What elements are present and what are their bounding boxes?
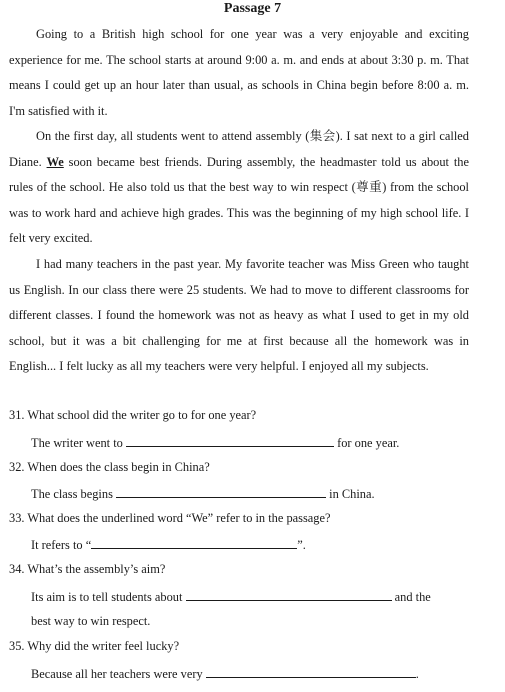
question-31: 31. What school did the writer go to for one year? xyxy=(9,408,257,422)
answer-31-suffix: for one year. xyxy=(337,436,400,450)
answer-33 xyxy=(31,536,306,553)
answer-33-blank[interactable] xyxy=(91,536,297,549)
answer-35-blank[interactable] xyxy=(206,665,416,678)
paragraph-1: Going to a British high school for one year was a very enjoyable and exciting experience for me. The school starts at around 9:00 a. m. and ends at about 3:30 p. m. That means I could get up an hour later than usual, as schools in China begin before 8:00 a. m. I'm satisfied with it. xyxy=(9,27,469,118)
answer-32 xyxy=(31,485,375,502)
answer-33-suffix: ”. xyxy=(297,538,306,552)
answer-31 xyxy=(31,434,399,451)
answer-32-suffix: in China. xyxy=(329,487,375,501)
answer-35-prefix: Because all her teachers were very xyxy=(31,667,203,681)
answer-34-prefix: Its aim is to tell students about xyxy=(31,590,183,604)
paragraph-2-start: On the first day, all students went to attend assembly (集会). I sat next to a girl called Diane. xyxy=(9,129,469,169)
answer-35-suffix: . xyxy=(415,667,419,681)
answer-33-prefix: It refers to “ xyxy=(31,538,92,552)
answer-34-blank[interactable] xyxy=(186,588,392,601)
passage-title: Passage 7 xyxy=(223,1,282,16)
paragraph-2-end: soon became best friends. During assembly, the headmaster told us about the rules of the school. He also told us that the best way to win respect (尊重) from the school was to work hard and achieve high grades. This was the beginning of my high school life. I felt very excited. xyxy=(9,154,469,245)
question-32: 32. When does the class begin in China? xyxy=(9,460,210,474)
question-33: 33. What does the underlined word “We” refer to in the passage? xyxy=(9,511,331,525)
paragraph-2 xyxy=(9,124,469,252)
paragraph-3: I had many teachers in the past year. My favorite teacher was Miss Green who taught us English. In our class there were 25 students. We had to move to different classrooms for different classes. I found the homework was not as heavy as what I used to get in my old school, but it was a bit challenging for me at first because all the homework was in English... I felt lucky as all my teachers were very helpful. I enjoyed all my subjects. xyxy=(9,257,469,373)
answer-34 xyxy=(31,588,431,605)
question-34: 34. What’s the assembly’s aim? xyxy=(9,562,166,576)
question-35: 35. Why did the writer feel lucky? xyxy=(9,639,180,653)
answer-31-blank[interactable] xyxy=(126,434,334,447)
answer-32-blank[interactable] xyxy=(116,485,326,498)
answer-35 xyxy=(31,665,419,682)
answer-32-prefix: The class begins xyxy=(31,487,113,501)
answer-34-suffix: and the xyxy=(394,590,431,604)
answer-31-prefix: The writer went to xyxy=(31,436,123,450)
answer-34-line2: best way to win respect. xyxy=(31,614,151,628)
underlined-word-we: We xyxy=(46,154,64,169)
